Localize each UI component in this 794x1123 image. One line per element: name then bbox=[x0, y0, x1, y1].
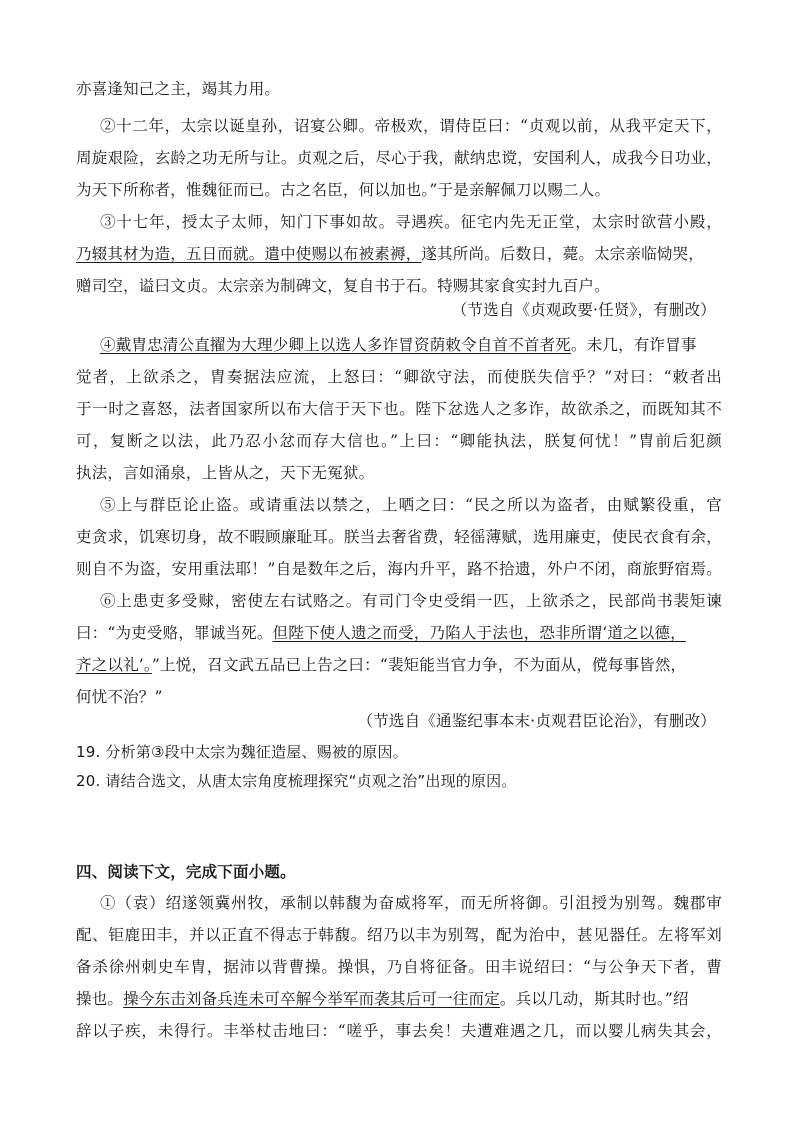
paragraph-4-line-1 bbox=[100, 335, 722, 355]
text-span: 操也。 bbox=[76, 990, 124, 1008]
paragraph-6-line-4: 何忧不治？” bbox=[76, 688, 163, 706]
text-span: ”上悦，召文武五品已上告之曰：“裴矩能当官力争，不为面从，傥每事皆然， bbox=[151, 656, 687, 674]
paragraph-4-line-4: 可，复断之以法，此乃忍小忿而存大信也。”上曰：“卿能执法，朕复何忧！”胄前后犯颜 bbox=[76, 432, 722, 450]
section-4-line-3: 备杀徐州刺史车胄，据沛以背曹操。操惧，乃自将征备。田丰说绍曰：“与公争天下者，曹 bbox=[76, 958, 722, 976]
paragraph-3-line-3: 赠司空，谥曰文贞。太宗亲为制碑文，复自书于石。特赐其家食实封九百户。 bbox=[76, 277, 610, 295]
section-4-line-2: 配、钜鹿田丰，并以正直不得志于韩馥。绍乃以丰为别驾，配为治中，甚见器任。左将军刘 bbox=[76, 926, 722, 944]
question-19: 19. 分析第③段中太宗为魏征造屋、赐被的原因。 bbox=[76, 743, 408, 761]
paragraph-2-line-1: ②十二年，太宗以诞皇孙，诏宴公卿。帝极欢，谓侍臣曰：“贞观以前，从我平定天下， bbox=[100, 117, 722, 135]
source-citation-1: （节选自《贞观政要·任贤》，有删改） bbox=[451, 301, 716, 319]
paragraph-2-line-2: 周旋艰险，玄龄之功无所与让。贞观之后，尽心于我，献纳忠谠，安国利人，成我今日功业， bbox=[76, 149, 722, 167]
paragraph-4-line-3: 于一时之喜怒，法者国家所以布大信于天下也。陛下忿选人之多诈，故欲杀之，而既知其不 bbox=[76, 400, 722, 418]
underlined-sentence: 乃辍其材为造，五日而就。遣中使赐以布被素褥， bbox=[76, 245, 422, 263]
paragraph-6-line-1: ⑥上患吏多受赇，密使左右试赂之。有司门令史受绢一匹，上欲杀之，民部尚书裴矩谏 bbox=[100, 592, 722, 610]
section-4-line-5: 辞以子疾，未得行。丰举杖击地曰：“嗟乎，事去矣！夫遭难遇之几，而以婴儿病失其会， bbox=[76, 1022, 722, 1040]
text-span: 遂其所尚。后数日，薨。太宗亲临恸哭， bbox=[421, 245, 705, 263]
paragraph-4-line-2: 觉者，上欲杀之，胄奏据法应流，上怒曰：“卿欲守法，而使朕失信乎？”对曰：“敕者出 bbox=[76, 368, 722, 386]
paragraph-6-line-2 bbox=[76, 623, 722, 643]
paragraph-3-line-2 bbox=[76, 244, 722, 264]
paragraph-2-line-3: 为天下所称者，惟魏征而已。古之名臣，何以加也。”于是亲解佩刀以赐二人。 bbox=[76, 181, 611, 199]
section-4-line-4 bbox=[76, 989, 722, 1009]
paragraph-6-line-3 bbox=[76, 655, 722, 675]
section-4-heading: 四、阅读下文，完成下面小题。 bbox=[76, 863, 296, 881]
section-4-line-1: ①（袁）绍遂领冀州牧，承制以韩馥为奋威将军，而无所将御。引沮授为别驾。魏郡审 bbox=[100, 894, 722, 912]
source-citation-2: （节选自《通鉴纪事本末·贞观君臣论治》，有删改） bbox=[357, 712, 716, 730]
underlined-sentence: 但陛下使人遗之而受，乃陷人于法也，恐非所谓‘道之以德， bbox=[272, 624, 686, 642]
underlined-sentence: 齐之以礼’。 bbox=[76, 656, 152, 674]
paragraph-5-line-1: ⑤上与群臣论止盗。或请重法以禁之，上哂之曰：“民之所以为盗者，由赋繁役重，官 bbox=[100, 496, 722, 514]
underlined-sentence: ④戴胄忠清公直擢为大理少卿上以选人多诈冒资荫敕令自首不首者死 bbox=[100, 336, 572, 354]
paragraph-4-line-5: 执法，言如涌泉，上皆从之，天下无冤狱。 bbox=[76, 464, 375, 482]
paragraph-5-line-3: 则自不为盗，安用重法耶！”自是数年之后，海内升平，路不拾遗，外户不闭，商旅野宿焉。 bbox=[76, 560, 722, 578]
underlined-sentence: 操今东击刘备兵连未可卒解今举军而袭其后可一往而定 bbox=[123, 990, 500, 1008]
paragraph-5-line-2: 吏贪求，饥寒切身，故不暇顾廉耻耳。朕当去奢省费，轻徭薄赋，选用廉吏，使民衣食有余， bbox=[76, 528, 722, 546]
paragraph-1-tail: 亦喜逢知己之主，竭其力用。 bbox=[76, 80, 281, 98]
question-20: 20. 请结合选文，从唐太宗角度梳理探究“贞观之治”出现的原因。 bbox=[76, 772, 517, 790]
text-span: 。兵以几动，斯其时也。”绍 bbox=[499, 990, 689, 1008]
text-span: 。未几，有诈冒事 bbox=[571, 336, 697, 354]
text-span: 曰：“为吏受赂，罪诚当死。 bbox=[76, 624, 273, 642]
paragraph-3-line-1: ③十七年，授太子太师，知门下事如故。寻遇疾。征宅内先无正堂，太宗时欲营小殿， bbox=[100, 213, 722, 231]
